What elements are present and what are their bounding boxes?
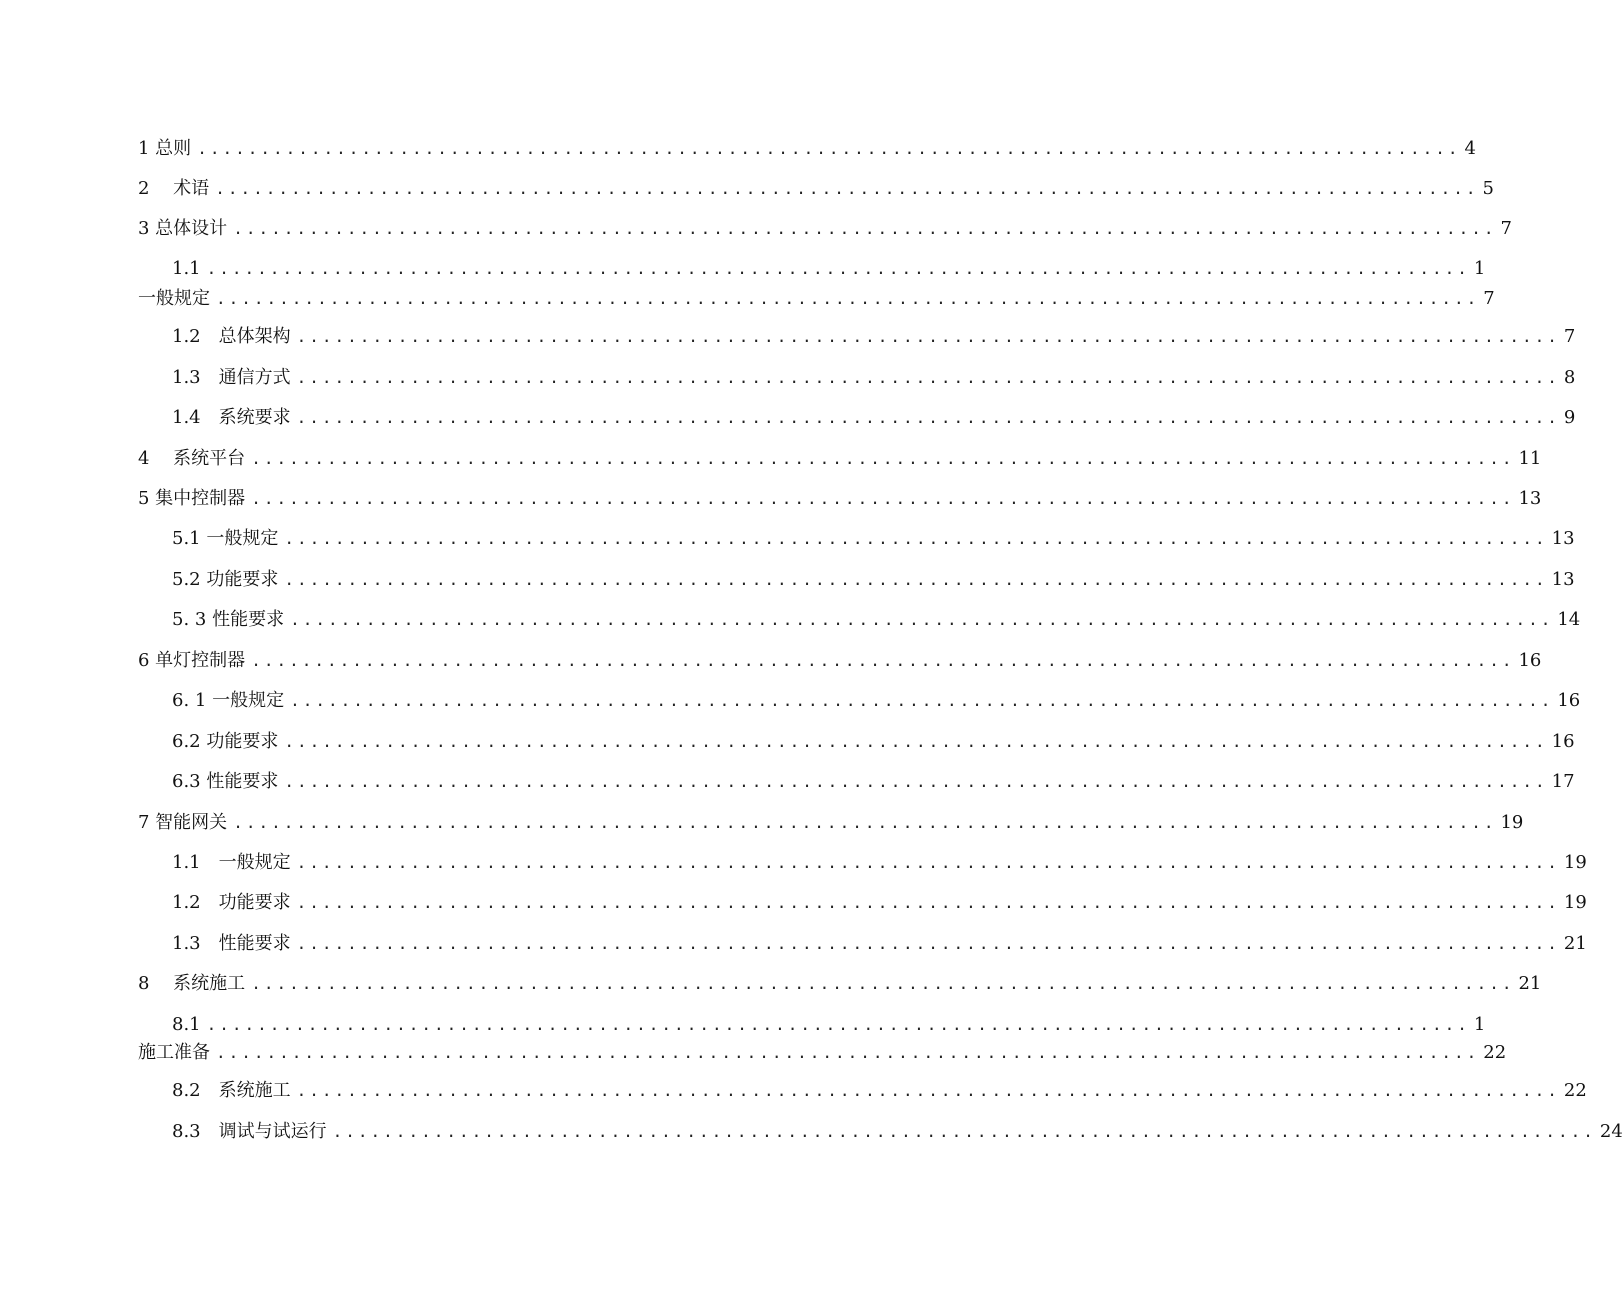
toc-entry-page: 1 <box>1473 1014 1486 1035</box>
toc-dot-leader: .................................................................................................... <box>296 934 1560 953</box>
toc-entry-label: 4 系统平台 <box>138 448 246 469</box>
toc-entry-page: 16 <box>1557 690 1581 711</box>
toc-dot-leader: .................................................................................................... <box>233 813 1497 832</box>
toc-entry-label: 3 总体设计 <box>138 218 228 239</box>
toc-entry[interactable] <box>138 810 1524 836</box>
toc-entry-label: 8.3 调试与试运行 <box>172 1121 327 1142</box>
toc-entry-page: 16 <box>1551 731 1575 752</box>
toc-entry-page: 13 <box>1551 528 1575 549</box>
toc-entry-label: 6.3 性能要求 <box>172 771 279 792</box>
toc-dot-leader: .................................................................................................... <box>216 1043 1480 1062</box>
toc-entry[interactable] <box>138 486 1542 512</box>
toc-entry-page: 22 <box>1483 1042 1507 1063</box>
toc-entry-page: 11 <box>1518 448 1542 469</box>
toc-entry[interactable] <box>138 1040 1507 1066</box>
toc-entry-page: 21 <box>1518 973 1542 994</box>
toc-dot-leader: .................................................................................................... <box>206 1015 1470 1034</box>
toc-entry[interactable] <box>172 324 1576 350</box>
toc-entry-label: 1.3 通信方式 <box>172 367 291 388</box>
toc-entry[interactable] <box>138 136 1476 162</box>
toc-entry[interactable] <box>172 769 1575 795</box>
toc-entry[interactable] <box>172 1012 1486 1038</box>
toc-entry[interactable] <box>172 405 1576 431</box>
toc-entry-page: 9 <box>1563 407 1576 428</box>
toc-dot-leader: .................................................................................................... <box>251 449 1515 468</box>
toc-entry-label: 1 总则 <box>138 138 192 159</box>
toc-dot-leader: .................................................................................................... <box>296 327 1560 346</box>
toc-dot-leader: .................................................................................................... <box>296 1081 1560 1100</box>
toc-dot-leader: .................................................................................................... <box>251 651 1515 670</box>
toc-entry-label: 1.3 性能要求 <box>172 933 291 954</box>
toc-dot-leader: .................................................................................................... <box>215 179 1479 198</box>
toc-dot-leader: .................................................................................................... <box>216 289 1480 308</box>
toc-entry[interactable] <box>172 1119 1623 1145</box>
toc-entry-label: 5. 3 性能要求 <box>172 609 285 630</box>
toc-entry-page: 8 <box>1563 367 1576 388</box>
toc-dot-leader: .................................................................................................... <box>296 893 1560 912</box>
toc-dot-leader: .................................................................................................... <box>290 610 1554 629</box>
toc-entry-label: 6.2 功能要求 <box>172 731 279 752</box>
toc-entry-label: 6 单灯控制器 <box>138 650 246 671</box>
toc-entry-page: 17 <box>1551 771 1575 792</box>
toc-entry-label: 2 术语 <box>138 178 210 199</box>
toc-entry[interactable] <box>172 688 1581 714</box>
toc-dot-leader: .................................................................................................... <box>251 974 1515 993</box>
toc-entry[interactable] <box>172 526 1575 552</box>
toc-entry-page: 7 <box>1563 326 1576 347</box>
toc-entry-page: 22 <box>1563 1080 1587 1101</box>
toc-entry[interactable] <box>138 216 1512 242</box>
toc-entry-page: 1 <box>1473 258 1486 279</box>
toc-entry-page: 13 <box>1518 488 1542 509</box>
toc-entry-label: 一般规定 <box>138 288 210 309</box>
toc-entry-page: 4 <box>1464 138 1476 159</box>
toc-dot-leader: .................................................................................................... <box>290 691 1554 710</box>
toc-entry-page: 5 <box>1482 178 1494 199</box>
toc-entry-label: 5.2 功能要求 <box>172 569 279 590</box>
toc-entry[interactable] <box>138 176 1494 202</box>
toc-entry[interactable] <box>172 1078 1587 1104</box>
toc-entry-label: 1.1 一般规定 <box>172 852 291 873</box>
toc-dot-leader: .................................................................................................... <box>197 139 1461 158</box>
toc-dot-leader: .................................................................................................... <box>284 570 1548 589</box>
toc-entry[interactable] <box>172 729 1575 755</box>
toc-entry-page: 7 <box>1500 218 1512 239</box>
toc-entry-label: 5.1 一般规定 <box>172 528 279 549</box>
toc-entry-label: 1.1 <box>172 258 201 279</box>
toc-entry[interactable] <box>172 890 1587 916</box>
toc-entry-label: 5 集中控制器 <box>138 488 246 509</box>
toc-dot-leader: .................................................................................................... <box>284 529 1548 548</box>
toc-dot-leader: .................................................................................................... <box>233 219 1497 238</box>
toc-entry-page: 7 <box>1483 288 1495 309</box>
toc-entry-label: 8 系统施工 <box>138 973 246 994</box>
toc-entry-label: 施工准备 <box>138 1042 210 1063</box>
toc-entry[interactable] <box>172 567 1575 593</box>
toc-dot-leader: .................................................................................................... <box>284 732 1548 751</box>
toc-dot-leader: .................................................................................................... <box>296 853 1560 872</box>
toc-entry-page: 13 <box>1551 569 1575 590</box>
toc-entry[interactable] <box>138 286 1495 312</box>
toc-dot-leader: .................................................................................................... <box>206 259 1470 278</box>
toc-dot-leader: .................................................................................................... <box>284 772 1548 791</box>
toc-dot-leader: .................................................................................................... <box>332 1122 1596 1141</box>
toc-entry[interactable] <box>172 256 1486 282</box>
toc-entry-label: 8.2 系统施工 <box>172 1080 291 1101</box>
toc-entry[interactable] <box>172 931 1587 957</box>
toc-entry-label: 1.4 系统要求 <box>172 407 291 428</box>
toc-entry-page: 21 <box>1563 933 1587 954</box>
toc-dot-leader: .................................................................................................... <box>251 489 1515 508</box>
toc-entry[interactable] <box>138 648 1542 674</box>
toc-entry-label: 1.2 功能要求 <box>172 892 291 913</box>
toc-entry-page: 19 <box>1500 812 1524 833</box>
toc-entry-page: 16 <box>1518 650 1542 671</box>
toc-entry[interactable] <box>138 971 1542 997</box>
toc-entry[interactable] <box>172 607 1581 633</box>
toc-entry[interactable] <box>172 365 1576 391</box>
toc-entry-label: 1.2 总体架构 <box>172 326 291 347</box>
toc-entry-page: 19 <box>1563 852 1587 873</box>
toc-entry[interactable] <box>138 446 1542 472</box>
toc-entry-label: 7 智能网关 <box>138 812 228 833</box>
toc-entry[interactable] <box>172 850 1587 876</box>
toc-entry-label: 8.1 <box>172 1014 201 1035</box>
toc-entry-label: 6. 1 一般规定 <box>172 690 285 711</box>
toc-dot-leader: .................................................................................................... <box>296 408 1560 427</box>
toc-entry-page: 14 <box>1557 609 1581 630</box>
toc-entry-page: 24 <box>1599 1121 1623 1142</box>
toc-entry-page: 19 <box>1563 892 1587 913</box>
toc-dot-leader: .................................................................................................... <box>296 368 1560 387</box>
